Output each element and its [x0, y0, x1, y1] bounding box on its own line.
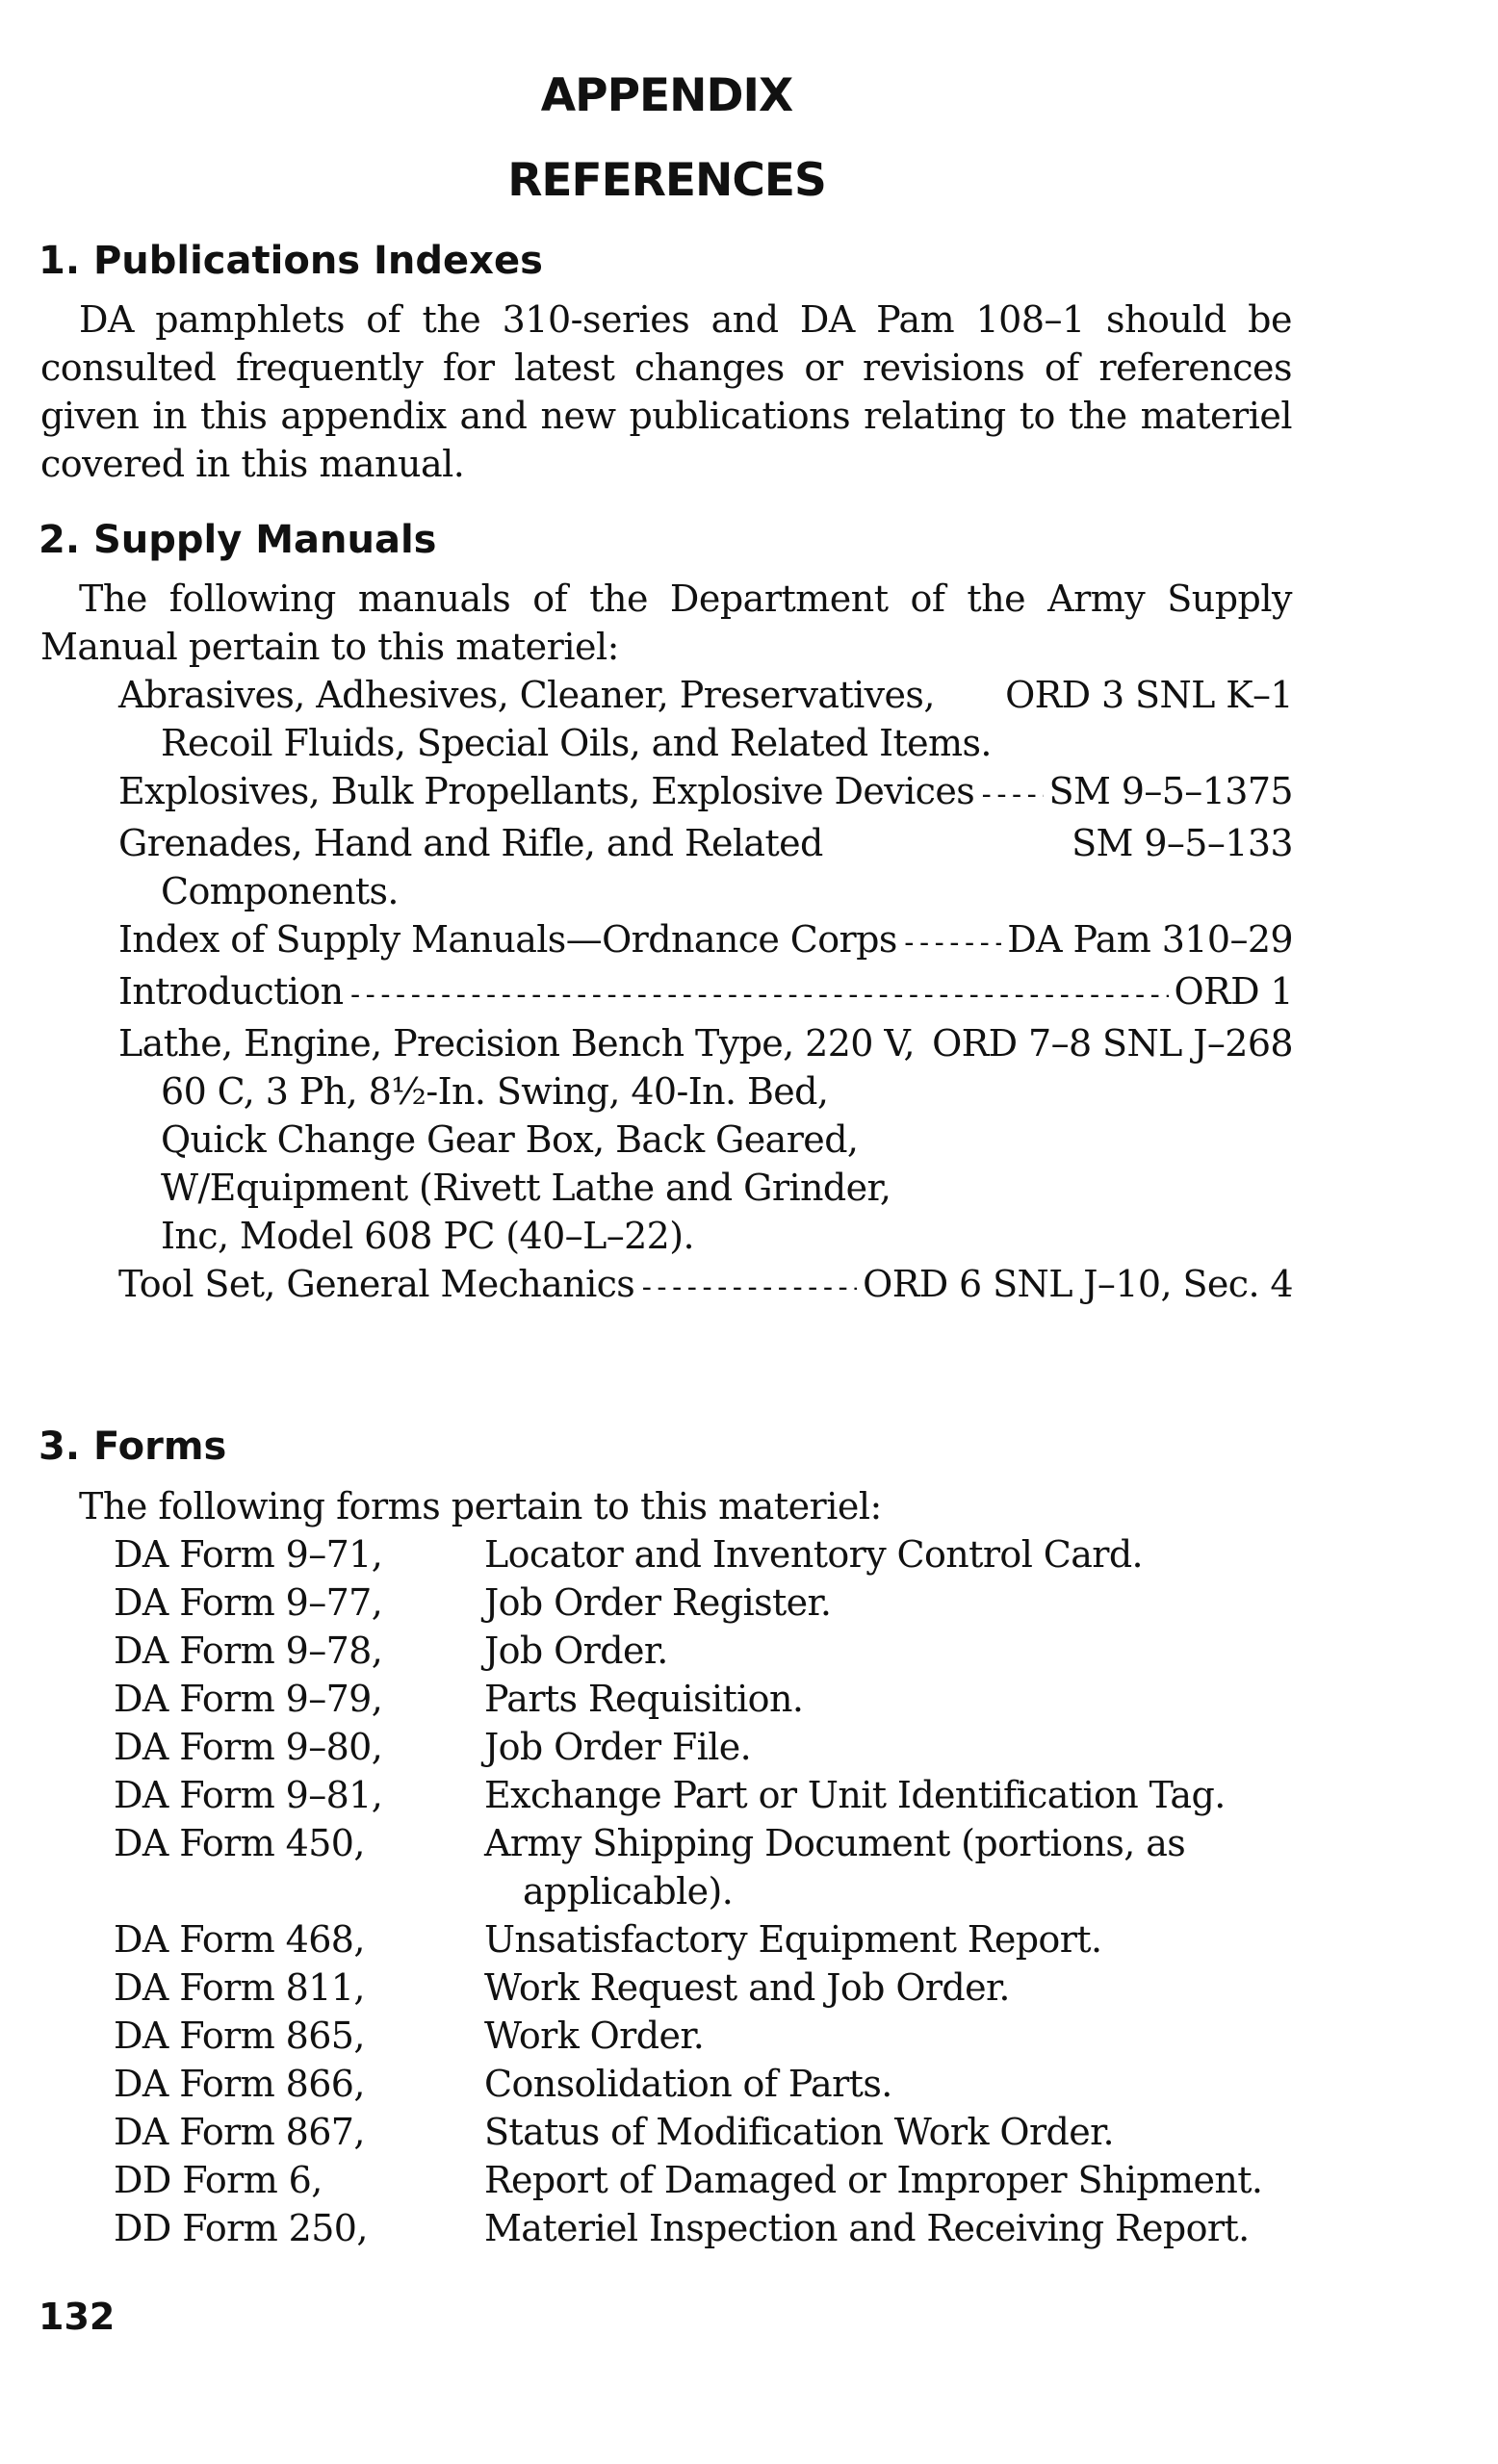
- forms-list: [114, 1530, 1307, 2252]
- supply-manual-title: Index of Supply Manuals—Ordnance Corps - - -: [118, 915, 1001, 967]
- form-row: [114, 1819, 1307, 1915]
- form-description: Unsatisfactory Equipment Report.: [484, 1918, 1102, 1961]
- form-row: [114, 2156, 1307, 2204]
- form-row: [114, 1627, 1307, 1675]
- section-2-intro: The following manuals of the Department of the Army Supply Manual pertain to this materiel:: [40, 578, 1292, 668]
- form-description: Report of Damaged or Improper Shipment.: [484, 2159, 1263, 2201]
- form-row: [114, 2012, 1307, 2060]
- form-description: Job Order Register.: [484, 1581, 832, 1624]
- supply-manual-row: [118, 915, 1293, 967]
- supply-manual-title: Grenades, Hand and Rifle, and Related Components.: [118, 822, 823, 912]
- form-number: DA Form 811,: [114, 1966, 365, 2009]
- form-number: DA Form 867,: [114, 2111, 365, 2153]
- supply-manual-number: SM 9–5–133: [1072, 822, 1293, 864]
- supply-manual-number: ORD 1: [1174, 970, 1293, 1013]
- supply-manual-row: [118, 671, 1293, 767]
- form-number: DA Form 468,: [114, 1918, 365, 1961]
- form-number: DD Form 250,: [114, 2207, 368, 2249]
- form-number: DD Form 6,: [114, 2159, 323, 2201]
- supply-manual-number: SM 9–5–1375: [1048, 770, 1293, 812]
- form-row: [114, 2108, 1307, 2156]
- form-description: Work Request and Job Order.: [484, 1966, 1010, 2009]
- form-row: [114, 1771, 1307, 1819]
- form-description: Army Shipping Document (portions, as applicable).: [484, 1822, 1186, 1912]
- form-number: DA Form 9–81,: [114, 1774, 383, 1816]
- form-row: [114, 1675, 1307, 1723]
- supply-manual-number: ORD 3 SNL K–1: [1005, 674, 1293, 716]
- form-description: Job Order.: [484, 1630, 668, 1672]
- supply-manual-number: ORD 6 SNL J–10, Sec. 4: [863, 1263, 1293, 1305]
- section-2-heading: 2. Supply Manuals: [39, 518, 437, 562]
- form-number: DA Form 9–80,: [114, 1726, 383, 1768]
- form-row: [114, 1530, 1307, 1578]
- form-row: [114, 1915, 1307, 1964]
- form-number: DA Form 450,: [114, 1822, 365, 1864]
- supply-manual-title: Explosives, Bulk Propellants, Explosive Devices - - -: [118, 767, 1044, 819]
- section-2-intro-block: [40, 575, 1292, 671]
- supply-manual-title: Tool Set, General Mechanics - - -: [118, 1260, 857, 1312]
- supply-manual-number: ORD 7–8 SNL J–268: [932, 1022, 1293, 1065]
- form-description: Status of Modification Work Order.: [484, 2111, 1115, 2153]
- supply-manual-row: [118, 767, 1293, 819]
- supply-manual-row: [118, 1019, 1293, 1260]
- form-description: Consolidation of Parts.: [484, 2063, 892, 2105]
- form-number: DA Form 9–79,: [114, 1678, 383, 1720]
- supply-manual-number: DA Pam 310–29: [1007, 918, 1293, 961]
- section-3-intro: The following forms pertain to this materiel:: [79, 1485, 882, 1527]
- form-description: Job Order File.: [484, 1726, 752, 1768]
- form-number: DA Form 865,: [114, 2015, 365, 2057]
- form-description: Materiel Inspection and Receiving Report.: [484, 2207, 1250, 2249]
- form-description: Locator and Inventory Control Card.: [484, 1533, 1144, 1576]
- form-row: [114, 1578, 1307, 1627]
- form-row: [114, 2060, 1307, 2108]
- section-3-intro-block: [40, 1482, 1292, 1530]
- section-1-body: [40, 295, 1292, 488]
- supply-manual-title: Introduction - - -: [118, 967, 1169, 1019]
- supply-manual-title: Lathe, Engine, Precision Bench Type, 220 V, 60 C, 3 Ph, 8½-In. Swing, 40-In. Bed, Quick Change Gear Box, Back Geared, W/Equipment (Rivett Lathe and Grinder, Inc, Model 608 PC (40–L–22).: [118, 1022, 916, 1257]
- section-3-heading: 3. Forms: [39, 1424, 227, 1469]
- form-number: DA Form 9–77,: [114, 1581, 383, 1624]
- form-description: Exchange Part or Unit Identification Tag.: [484, 1774, 1226, 1816]
- form-description: Parts Requisition.: [484, 1678, 804, 1720]
- section-1-text: DA pamphlets of the 310-series and DA Pam 108–1 should be consulted frequently for latest changes or revisions of references given in this appendix and new publications relating to the materiel covered in this manual.: [40, 298, 1292, 485]
- supply-manual-list: [118, 671, 1293, 1312]
- form-row: [114, 1723, 1307, 1771]
- section-1-heading: 1. Publications Indexes: [39, 239, 543, 283]
- form-number: DA Form 9–78,: [114, 1630, 383, 1672]
- supply-manual-row: [118, 1260, 1293, 1312]
- supply-manual-row: [118, 967, 1293, 1019]
- page-number: 132: [39, 2296, 116, 2338]
- references-title: REFERENCES: [507, 154, 826, 207]
- appendix-title: APPENDIX: [540, 69, 793, 122]
- form-row: [114, 1964, 1307, 2012]
- supply-manual-row: [118, 819, 1293, 915]
- form-number: DA Form 9–71,: [114, 1533, 383, 1576]
- form-description: Work Order.: [484, 2015, 705, 2057]
- supply-manual-title: Abrasives, Adhesives, Cleaner, Preservatives, Recoil Fluids, Special Oils, and Related Items.: [118, 674, 992, 764]
- form-number: DA Form 866,: [114, 2063, 365, 2105]
- form-row: [114, 2204, 1307, 2252]
